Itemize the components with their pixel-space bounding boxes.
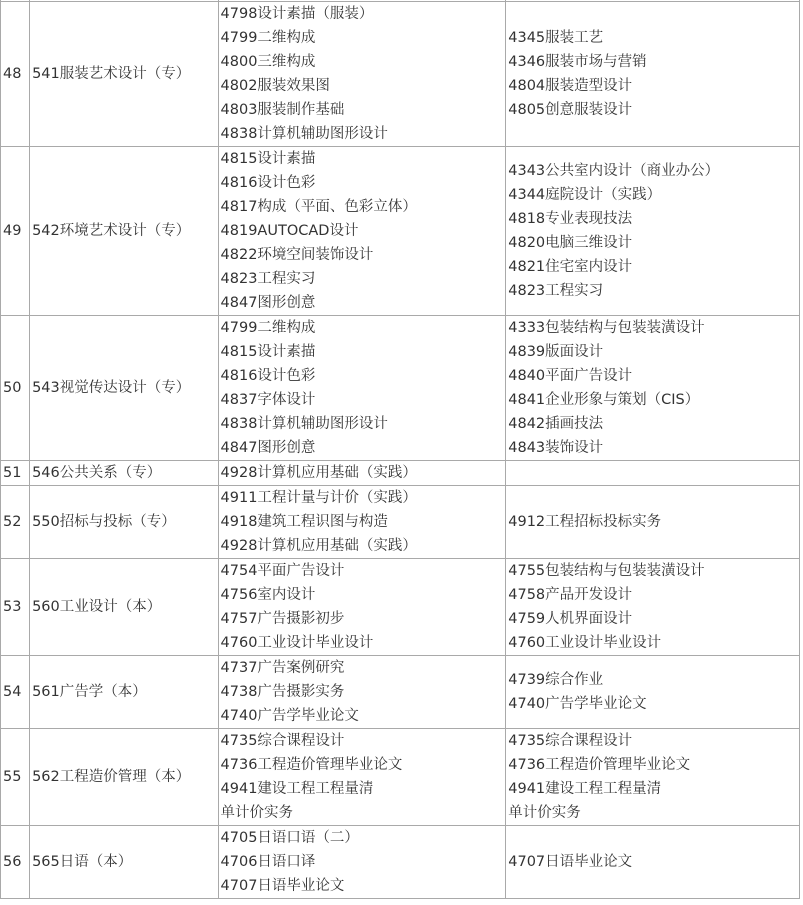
practice-item: 4821住宅室内设计 [508,259,633,275]
row-number-cell: 51 [1,461,30,486]
course-item: 4928计算机应用基础（实践） [220,538,417,554]
courses-cell [218,2,506,147]
practice-item: 4346服装市场与营销 [508,54,647,70]
course-item: 4918建筑工程识图与构造 [220,514,388,530]
table-row [1,2,800,147]
course-item: 4735综合课程设计 [220,733,345,749]
course-item: 4706日语口译 [220,854,316,870]
course-item: 4817构成（平面、色彩立体） [220,199,417,215]
practice-item: 单计价实务 [508,805,581,821]
course-item: 4823工程实习 [220,271,316,287]
row-number-cell: 53 [1,559,30,656]
practice-item: 4823工程实习 [508,283,604,299]
courses-cell [218,559,506,656]
practice-courses-cell [506,461,800,486]
course-item: 4911工程计量与计价（实践） [220,490,417,506]
courses-cell [218,147,506,316]
course-item: 4815设计素描 [220,344,316,360]
courses-cell [218,826,506,899]
practice-courses-cell [506,729,800,826]
table-row [1,316,800,461]
course-item: 4838计算机辅助图形设计 [220,416,388,432]
practice-item: 4839版面设计 [508,344,604,360]
row-number-cell: 48 [1,2,30,147]
course-item: 4941建设工程工程量清 [220,781,374,797]
major-name-cell: 543视觉传达设计（专） [30,316,218,461]
table-row [1,486,800,559]
major-name-cell: 541服装艺术设计（专） [30,2,218,147]
practice-item: 4755包装结构与包装装潢设计 [508,563,705,579]
practice-item: 4842插画技法 [508,416,604,432]
table-row [1,461,800,486]
practice-item: 4912工程招标投标实务 [508,514,662,530]
practice-item: 4707日语毕业论文 [508,854,633,870]
row-number-cell: 49 [1,147,30,316]
course-item: 4738广告摄影实务 [220,684,345,700]
course-item: 4838计算机辅助图形设计 [220,126,388,142]
course-item: 4928计算机应用基础（实践） [220,465,417,481]
course-item: 4798设计素描（服装） [220,6,374,22]
practice-courses-cell [506,147,800,316]
table-row [1,559,800,656]
major-name-cell: 565日语（本） [30,826,218,899]
course-item: 4816设计色彩 [220,175,316,191]
course-item: 4756室内设计 [220,587,316,603]
practice-courses-cell [506,486,800,559]
practice-item: 4820电脑三维设计 [508,235,633,251]
major-name-cell: 546公共关系（专） [30,461,218,486]
row-number-cell: 55 [1,729,30,826]
practice-item: 4804服装造型设计 [508,78,633,94]
major-name-cell: 550招标与投标（专） [30,486,218,559]
practice-item: 4736工程造价管理毕业论文 [508,757,691,773]
practice-item: 4735综合课程设计 [508,733,633,749]
course-item: 4802服装效果图 [220,78,330,94]
courses-cell [218,461,506,486]
practice-courses-cell [506,2,800,147]
practice-item: 4941建设工程工程量清 [508,781,662,797]
course-item: 4803服装制作基础 [220,102,345,118]
course-item: 4737广告案例研究 [220,660,345,676]
courses-cell [218,316,506,461]
row-number-cell: 56 [1,826,30,899]
practice-item: 4740广告学毕业论文 [508,696,647,712]
course-item: 4707日语毕业论文 [220,878,345,894]
course-item: 4819AUTOCAD设计 [220,223,359,239]
practice-courses-cell [506,316,800,461]
course-item: 4847图形创意 [220,295,316,311]
course-item: 4757广告摄影初步 [220,611,345,627]
courses-cell [218,656,506,729]
table-row [1,147,800,316]
courses-cell [218,486,506,559]
table-row [1,729,800,826]
practice-item: 4739综合作业 [508,672,604,688]
practice-courses-cell [506,559,800,656]
practice-item: 4344庭院设计（实践） [508,187,662,203]
table-row [1,656,800,729]
practice-courses-cell [506,826,800,899]
practice-item: 4805创意服装设计 [508,102,633,118]
course-item: 4736工程造价管理毕业论文 [220,757,403,773]
course-item: 4837字体设计 [220,392,316,408]
course-item: 4815设计素描 [220,151,316,167]
course-item: 4800三维构成 [220,54,316,70]
major-name-cell: 562工程造价管理（本） [30,729,218,826]
course-item: 4740广告学毕业论文 [220,708,359,724]
major-name-cell: 542环境艺术设计（专） [30,147,218,316]
course-item: 单计价实务 [220,805,294,821]
practice-item: 4843装饰设计 [508,440,604,456]
practice-courses-cell [506,656,800,729]
course-item: 4760工业设计毕业设计 [220,635,374,651]
courses-cell [218,729,506,826]
row-number-cell: 50 [1,316,30,461]
practice-item: 4333包装结构与包装装潢设计 [508,320,705,336]
course-item: 4799二维构成 [220,320,316,336]
row-number-cell: 52 [1,486,30,559]
course-item: 4705日语口语（二） [220,830,359,846]
practice-item: 4759人机界面设计 [508,611,633,627]
practice-item: 4760工业设计毕业设计 [508,635,662,651]
major-name-cell: 561广告学（本） [30,656,218,729]
course-item: 4754平面广告设计 [220,563,345,579]
practice-item: 4840平面广告设计 [508,368,633,384]
row-number-cell: 54 [1,656,30,729]
course-table-body [1,0,800,899]
practice-item: 4345服装工艺 [508,30,604,46]
practice-item: 4818专业表现技法 [508,211,633,227]
course-item: 4816设计色彩 [220,368,316,384]
course-item: 4847图形创意 [220,440,316,456]
table-row [1,826,800,899]
course-item: 4822环境空间装饰设计 [220,247,374,263]
practice-item: 4758产品开发设计 [508,587,633,603]
practice-item: 4841企业形象与策划（CIS） [508,392,700,408]
practice-item: 4343公共室内设计（商业办公） [508,163,720,179]
course-item: 4799二维构成 [220,30,316,46]
major-name-cell: 560工业设计（本） [30,559,218,656]
